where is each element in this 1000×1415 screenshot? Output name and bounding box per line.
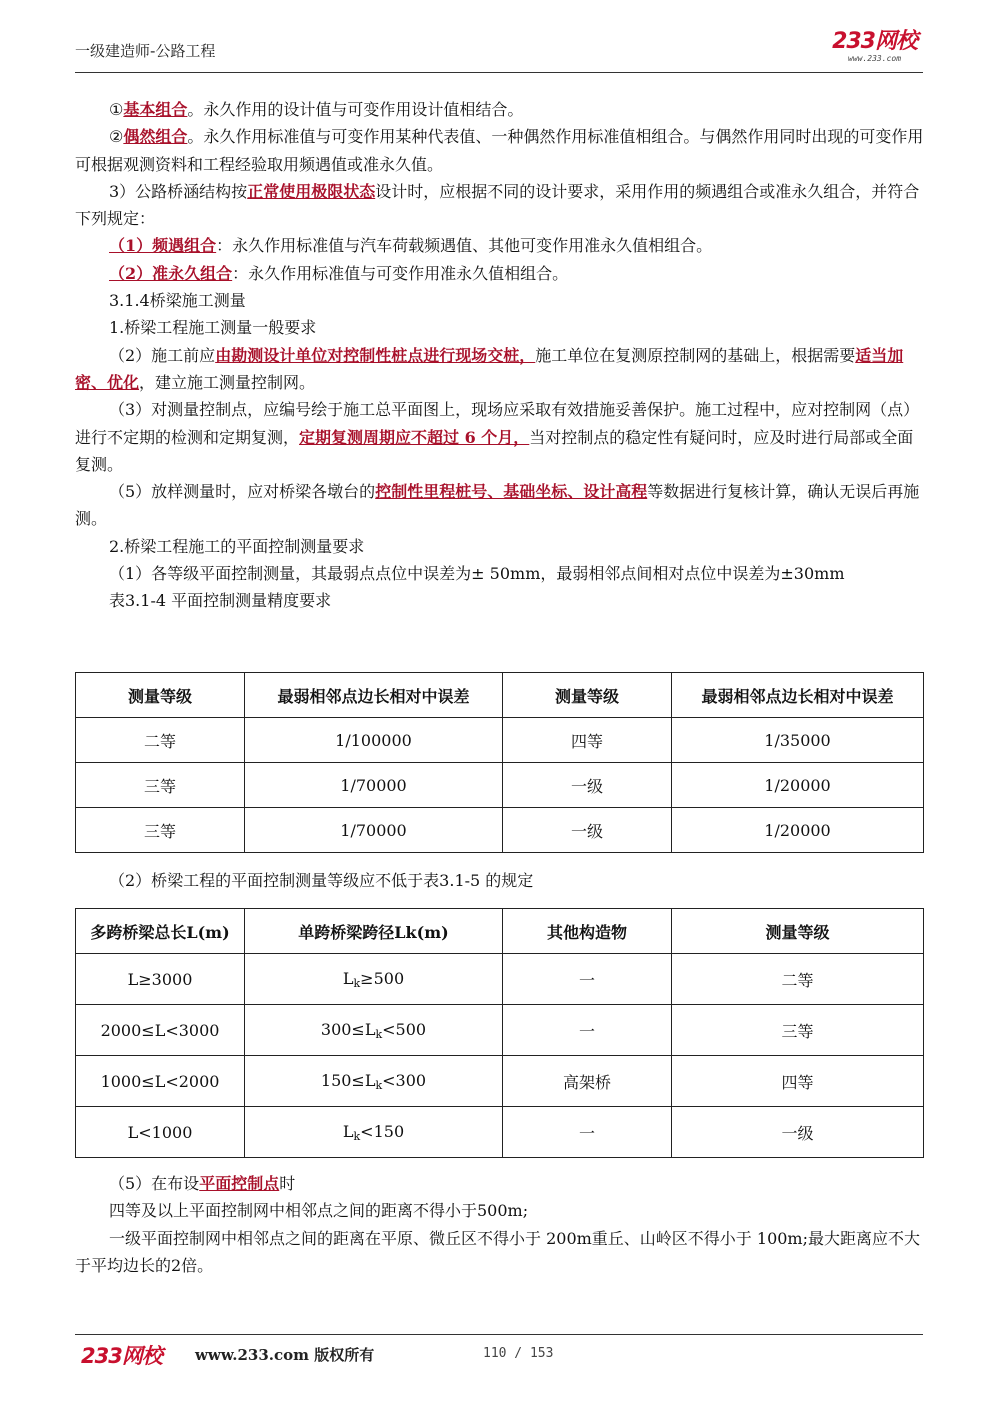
table-row (76, 718, 924, 763)
paragraph-basic-combination: ①基本组合。永久作用的设计值与可变作用设计值相结合。 (109, 100, 524, 119)
table-header-cell: 多跨桥梁总长L(m) (76, 909, 245, 954)
table-cell: $L_k<150$ (245, 1107, 503, 1158)
table-cell: 一级 (503, 763, 672, 808)
table-cell: L<1000 (76, 1107, 245, 1158)
header-title: 一级建造师-公路工程 (75, 42, 216, 60)
subsection-heading: 1.桥梁工程施工测量一般要求 (109, 318, 317, 338)
logo-text: 233网校 (832, 29, 917, 54)
paragraph-frequent-combination: （1）频遇组合：永久作用标准值与汽车荷载频遇值、其他可变作用准永久值相组合。 (109, 236, 713, 256)
highlight-term: 控制性里程桩号、基础坐标、设计高程 (375, 482, 648, 502)
page-footer (75, 1334, 923, 1374)
table-caption: 表3.1-4 平面控制测量精度要求 (109, 591, 332, 611)
table-cell: 一级 (503, 808, 672, 853)
table-header-row (76, 909, 924, 954)
table-header-cell: 测量等级 (672, 909, 924, 954)
table-cell: 一级 (672, 1107, 924, 1158)
table-row (76, 1107, 924, 1158)
table-row (76, 1056, 924, 1107)
highlight-term: 由勘测设计单位对控制性桩点进行现场交桩， (215, 345, 536, 365)
highlight-term: （1）频遇组合 (109, 236, 217, 256)
table-cell: 三等 (672, 1005, 924, 1056)
table-cell: $150\le L_k<300$ (245, 1056, 503, 1107)
paragraph-serviceability: 3）公路桥涵结构按正常使用极限状态设计时，应根据不同的设计要求，采用作用的频遇组合或准永久组合，并符合下列规定： (75, 181, 920, 229)
table-header-cell: 单跨桥梁跨径Lk(m) (245, 909, 503, 954)
paragraph-accidental-combination: ②偶然组合。永久作用标准值与可变作用某种代表值、一种偶然作用标准值相组合。与偶然作用同时出现的可变作用可根据观测资料和工程经验取用频遇值或准永久值。 (75, 127, 924, 174)
table-cell: 一 (503, 954, 672, 1005)
table-cell: $300\le L_k<500$ (245, 1005, 503, 1056)
paragraph-quasi-permanent: （2）准永久组合：永久作用标准值与可变作用准永久值相组合。 (109, 263, 569, 283)
footer-divider (75, 1334, 923, 1335)
page-header (75, 30, 923, 74)
highlight-term: 适当加密、优化 (75, 345, 904, 392)
highlight-term: 偶然组合 (123, 127, 188, 147)
page-number: 110 / 153 (483, 1346, 554, 1361)
footer-logo[interactable]: 233网校 (81, 1344, 162, 1368)
grade-table (75, 908, 924, 1158)
table-cell: 高架桥 (503, 1056, 672, 1107)
paragraph-fourth-grade-distance: 四等及以上平面控制网中相邻点之间的距离不得小于500m; (109, 1201, 529, 1221)
table-cell: 1000≤L<2000 (76, 1056, 245, 1107)
table-row (76, 1005, 924, 1056)
table-header-cell: 测量等级 (503, 673, 672, 718)
table-header-cell: 测量等级 (76, 673, 245, 718)
paragraph-setting-out: （5）放样测量时，应对桥梁各墩台的控制性里程桩号、基础坐标、设计高程等数据进行复核计算，确认无误后再施测。 (75, 482, 920, 529)
highlight-term: （2）准永久组合 (109, 263, 233, 283)
table-cell: 1/100000 (245, 718, 503, 763)
table-cell: 1/70000 (245, 808, 503, 853)
table-cell: 四等 (503, 718, 672, 763)
table-cell: 四等 (672, 1056, 924, 1107)
paragraph-grade-rule-text: （2）桥梁工程的平面控制测量等级应不低于表3.1-5 的规定 (109, 871, 534, 890)
paragraph-control-points: （3）对测量控制点，应编号绘于施工总平面图上，现场应采取有效措施妥善保护。施工过程中，应对控制网（点）进行不定期的检测和定期复测，定期复测周期应不超过 6 个月，当对控制点的稳定性有疑问时，应及时进行局部或全面复测。 (75, 400, 920, 474)
footer-copyright: www.233.com 版权所有 (195, 1346, 375, 1364)
table-cell: 一 (503, 1107, 672, 1158)
accuracy-table (75, 672, 924, 853)
highlight-term: 正常使用极限状态 (247, 181, 376, 201)
highlight-term: 平面控制点 (199, 1174, 280, 1193)
table-header-cell: 其他构造物 (503, 909, 672, 954)
subsection-heading: 2.桥梁工程施工的平面控制测量要求 (109, 536, 365, 556)
table-cell: 1/20000 (672, 763, 924, 808)
table-header-cell: 最弱相邻点边长相对中误差 (672, 673, 924, 718)
table-cell: 1/70000 (245, 763, 503, 808)
table-cell: $L_k\ge 500$ (245, 954, 503, 1005)
table-cell: L≥3000 (76, 954, 245, 1005)
table-header-cell: 最弱相邻点边长相对中误差 (245, 673, 503, 718)
table-cell: 1/35000 (672, 718, 924, 763)
brand-logo[interactable] (832, 30, 917, 64)
logo-url: www.233.com (848, 54, 902, 63)
table-row (76, 763, 924, 808)
table-cell: 三等 (76, 808, 245, 853)
table-header-row (76, 673, 924, 718)
paragraph-control-point-layout: （5）在布设平面控制点时 (109, 1174, 296, 1193)
paragraph-handover: （2）施工前应由勘测设计单位对控制性桩点进行现场交桩，施工单位在复测原控制网的基础上，根据需要适当加密、优化，建立施工测量控制网。 (75, 345, 904, 392)
body-text (75, 96, 925, 615)
highlight-term: 定期复测周期应不超过 6 个月， (299, 427, 530, 447)
table-cell: 2000≤L<3000 (76, 1005, 245, 1056)
table-cell: 二等 (672, 954, 924, 1005)
section-heading: 3.1.4桥梁施工测量 (109, 291, 246, 311)
paragraph-grade-rule (75, 867, 925, 894)
table-cell: 三等 (76, 763, 245, 808)
table-cell: 一 (503, 1005, 672, 1056)
body-text-lower (75, 1170, 925, 1279)
header-divider (75, 72, 923, 73)
highlight-term: 基本组合 (123, 100, 188, 119)
table-cell: 二等 (76, 718, 245, 763)
table-row (76, 808, 924, 853)
paragraph-accuracy: （1）各等级平面控制测量，其最弱点点位中误差为± 50mm，最弱相邻点间相对点位中误差为±30mm (109, 564, 845, 584)
table-row (76, 954, 924, 1005)
paragraph-first-grade-distance: 一级平面控制网中相邻点之间的距离在平原、微丘区不得小于 200m重丘、山岭区不得小于 100m;最大距离应不大于平均边长的2倍。 (75, 1228, 920, 1275)
table-cell: 1/20000 (672, 808, 924, 853)
